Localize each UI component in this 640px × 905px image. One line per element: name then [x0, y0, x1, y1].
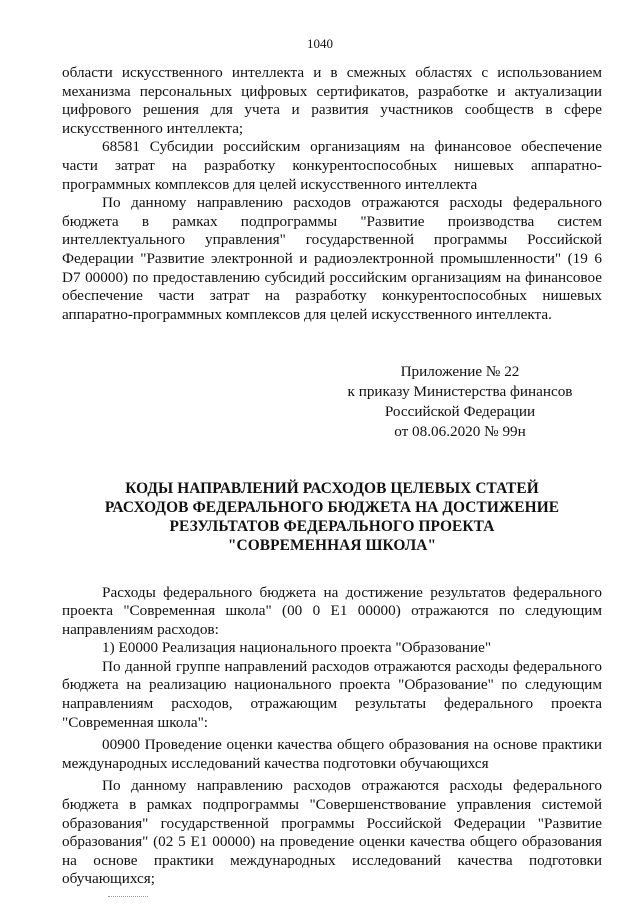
title-line: "СОВРЕМЕННАЯ ШКОЛА"	[227, 536, 437, 554]
scan-artifact	[108, 896, 148, 899]
title-line: РАСХОДОВ ФЕДЕРАЛЬНОГО БЮДЖЕТА НА ДОСТИЖЕНИЕ	[104, 499, 560, 517]
paragraph-e0000-description: По данной группе направлений расходов отражаются расходы федерального бюджета на реализацию национального проекта "Образование" по следующим направлениям расходов, отражающим результаты федерального проекта "Современная школа":	[62, 657, 602, 731]
appendix-block	[344, 362, 576, 442]
title-line: РЕЗУЛЬТАТОВ ФЕДЕРАЛЬНОГО ПРОЕКТА	[169, 517, 495, 535]
paragraph-00900-description: По данному направлению расходов отражаются расходы федерального бюджета в рамках подпрограммы "Совершенствование управления системой образования" государственной программы Российской Федерации "Развитие образования" (02 5 E1 00000) на проведение оценки качества общего образования на основе практики международных исследований качества подготовки обучающихся;	[62, 777, 602, 888]
appendix-country: Российской Федерации	[384, 403, 536, 421]
paragraph-intro: Расходы федерального бюджета на достижение результатов федерального проекта "Современная школа" (00 0 E1 00000) отражаются по следующим направлениям расходов:	[62, 583, 602, 638]
paragraph-68581-heading: 68581 Субсидии российским организациям на финансовое обеспечение части затрат на разработку конкурентоспособных нишевых аппаратно-программных комплексов для целей искусственного интеллекта	[62, 138, 602, 193]
paragraph-e0000-heading: 1) E0000 Реализация национального проекта "Образование"	[102, 639, 492, 657]
paragraph-68581-description: По данному направлению расходов отражаются расходы федерального бюджета в рамках подпрограммы "Развитие производства систем интеллектуального управления" государственной программы Российской Федерации "Развитие электронной и радиоэлектронной промышленности" (19 6 D7 00000) по предоставлению субсидий российским организациям на финансовое обеспечение части затрат на разработку конкурентоспособных нишевых аппаратно-программных комплексов для целей искусственного интеллекта.	[62, 194, 602, 323]
appendix-date: от 08.06.2020 № 99н	[394, 423, 526, 441]
document-content	[62, 64, 602, 889]
document-title	[62, 480, 602, 555]
paragraph-00900-heading: 00900 Проведение оценки качества общего образования на основе практики международных исследований качества подготовки обучающихся	[62, 736, 602, 772]
appendix-order: к приказу Министерства финансов	[347, 383, 573, 401]
page-number: 1040	[307, 36, 333, 51]
paragraph-continuation: области искусственного интеллекта и в смежных областях с использованием механизма персональных цифровых сертификатов, разработке и актуализации цифрового решения для учета и развития участников сообществ в сфере искусственного интеллекта;	[62, 64, 602, 137]
appendix-number: Приложение № 22	[400, 363, 520, 381]
title-line: КОДЫ НАПРАВЛЕНИЙ РАСХОДОВ ЦЕЛЕВЫХ СТАТЕЙ	[125, 480, 539, 498]
